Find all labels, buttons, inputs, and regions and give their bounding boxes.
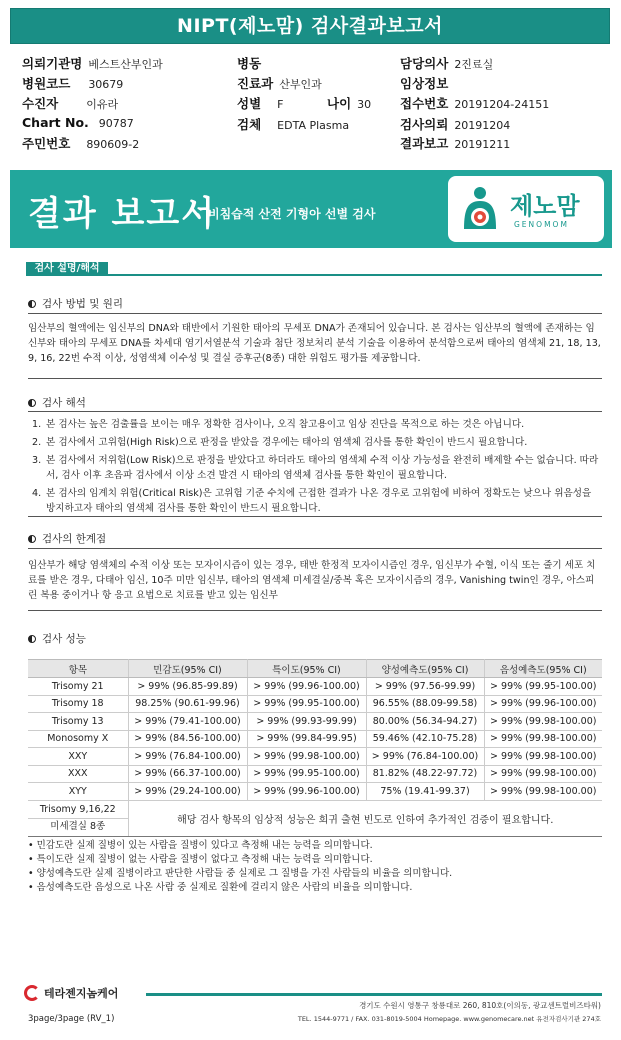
table-cell: > 99% (29.24-100.00) (128, 783, 247, 801)
table-row (28, 713, 602, 731)
limitations-title-text: 검사의 한계점 (42, 533, 107, 545)
table-cell: > 99% (99.95-100.00) (247, 765, 366, 783)
table-cell: 75% (19.41-99.37) (366, 783, 484, 801)
examinee-label: 수진자 (22, 96, 59, 111)
limitations-title (28, 531, 106, 546)
logo-name: 제노맘 (510, 192, 580, 220)
receipt-label: 접수번호 (400, 96, 449, 111)
method-body: 임산부의 혈액에는 임신부의 DNA와 태반에서 기원한 태아의 무세포 DNA가 존재되어 있습니다. 본 검사는 임산부의 혈액에 존재하는 임신부와 태아의 무세포 DNA를 차세대 염기서열분석 기술과 첨단 정보처리 분석 기술을 이용하여 분석함으로써 태아의 염색체 21, 18, 13, 9, 16, 22번 수적 이상, 성염색체 이수성 및 결실 증후군(8종) 대한 위험도 평가를 제공합니다. (28, 323, 601, 364)
age-label: 나이 (327, 96, 352, 111)
logo-sub: GENOMOM (514, 220, 569, 229)
dept-row (237, 74, 322, 92)
page-number: 3page/3page (RV_1) (28, 1014, 115, 1024)
table-cell: > 99% (99.93-99.99) (247, 713, 366, 731)
sex-row (237, 94, 283, 112)
table-cell: 98.25% (90.61-99.96) (128, 695, 247, 713)
table-row (28, 695, 602, 713)
definitions-notes (28, 839, 602, 895)
table-cell: > 99% (79.41-100.00) (128, 713, 247, 731)
note-line: • 민감도란 실제 질병이 있는 사람을 질병이 있다고 측정해 내는 능력을 의미합니다. (28, 840, 373, 851)
divider (28, 516, 602, 517)
list-item (32, 486, 602, 516)
table-cell: XXY (28, 748, 128, 766)
table-cell: 80.00% (56.34-94.27) (366, 713, 484, 731)
list-num: 3. (32, 455, 42, 466)
doctor-label: 담당의사 (400, 56, 449, 71)
divider (28, 548, 602, 549)
rrn-row (22, 134, 139, 152)
sex-value: F (277, 98, 284, 111)
table-cell: Monosomy X (28, 730, 128, 748)
performance-title (28, 631, 86, 646)
table-cell: > 99% (66.37-100.00) (128, 765, 247, 783)
row-label-top: Trisomy 9,16,22 (39, 803, 116, 815)
request-value: 20191204 (454, 119, 511, 132)
table-row (28, 765, 602, 783)
performance-table (28, 659, 602, 837)
table-cell: XYY (28, 783, 128, 801)
receipt-row (400, 94, 549, 112)
age-value: 30 (357, 98, 372, 111)
mother-child-icon (458, 185, 502, 233)
clinic-value: 베스트산부인과 (88, 58, 163, 71)
table-note-cell: 해당 검사 항목의 임상적 성능은 희귀 출현 빈도로 인하여 추가적인 검증이 필요합니다. (128, 800, 602, 836)
clinical-info-label: 임상정보 (400, 76, 449, 91)
table-cell: > 99% (97.56-99.99) (366, 678, 484, 696)
table-cell: > 99% (99.98-100.00) (484, 730, 602, 748)
doctor-value: 2진료실 (454, 58, 494, 71)
section-tab-band (26, 262, 602, 276)
divider (28, 378, 602, 379)
list-text: 본 검사에서 고위험(High Risk)으로 판정을 받았을 경우에는 태아의 염색체 검사를 통한 확인이 반드시 필요합니다. (46, 437, 528, 448)
clinic-label: 의뢰기관명 (22, 56, 83, 71)
list-text: 본 검사에서 저위험(Low Risk)으로 판정을 받았다고 하더라도 태아의 염색체 수적 이상 가능성을 완전히 배제할 수는 없습니다. 따라서, 검사 이후 초음파 검사에서 이상 소견 발견 시 태아의 염색체 검사를 통한 확인이 필요합니다. (46, 455, 599, 481)
col-header: 양성예측도(95% CI) (366, 660, 484, 678)
table-cell: > 99% (96.85-99.89) (128, 678, 247, 696)
list-item (32, 417, 602, 432)
limitations-body: 임산부가 해당 염색체의 수적 이상 또는 모자이시즘이 있는 경우, 태반 한정적 모자이시즘인 경우, 임신부가 수혈, 이식 또는 줄기 세포 치료를 받은 경우, 다태아 임신, 10주 미만 임신부, 태아의 염색체 미세결실/중복 혹은 모자이시즘의 경우, Vanishing twin인 경우, 아스피린 복용 중이거나 항 응고 요법으로 치료를 받고 있는 임신부 (28, 560, 596, 601)
specimen-value: EDTA Plasma (277, 119, 350, 132)
table-cell: Trisomy 21 (28, 678, 128, 696)
table-cell: > 99% (99.96-100.00) (247, 783, 366, 801)
report-date-label: 결과보고 (400, 136, 449, 151)
table-cell: > 99% (99.98-100.00) (484, 765, 602, 783)
table-header-row (28, 660, 602, 678)
table-cell: 59.46% (42.10-75.28) (366, 730, 484, 748)
table-cell: > 99% (99.96-100.00) (247, 678, 366, 696)
rrn-label: 주민번호 (22, 136, 71, 151)
table-cell: 96.55% (88.09-99.58) (366, 695, 484, 713)
hospital-code-row (22, 74, 123, 92)
list-num: 2. (32, 437, 42, 448)
method-title (28, 296, 123, 311)
table-cell: > 99% (76.84-100.00) (128, 748, 247, 766)
note-line: • 양성예측도란 실제 질병이라고 판단한 사람들 중 실제로 그 질병을 가진 사람들의 비율을 의미합니다. (28, 868, 453, 879)
col-header: 민감도(95% CI) (128, 660, 247, 678)
request-row (400, 115, 510, 133)
half-circle-icon (28, 300, 36, 308)
performance-title-text: 검사 성능 (42, 633, 86, 645)
rrn-value: 890609-2 (86, 138, 140, 151)
table-cell: > 99% (99.98-100.00) (484, 713, 602, 731)
report-title: NIPT(제노맘) 검사결과보고서 (10, 8, 610, 44)
doctor-row (400, 54, 493, 72)
table-cell: > 99% (99.84-99.95) (247, 730, 366, 748)
table-cell: > 99% (99.98-100.00) (484, 748, 602, 766)
examinee-value: 이유라 (86, 98, 119, 111)
interpretation-list (32, 417, 602, 516)
sex-label: 성별 (237, 96, 262, 111)
receipt-value: 20191204-24151 (454, 98, 550, 111)
table-cell: Trisomy 18 (28, 695, 128, 713)
table-cell: > 99% (99.98-100.00) (247, 748, 366, 766)
half-circle-icon (28, 635, 36, 643)
chart-label: Chart No. (22, 115, 89, 130)
table-cell: Trisomy 13 (28, 713, 128, 731)
footer-rule (146, 993, 602, 996)
table-row (28, 748, 602, 766)
divider (28, 313, 602, 314)
chart-value: 90787 (98, 117, 134, 130)
table-row (28, 730, 602, 748)
dept-value: 산부인과 (279, 78, 322, 91)
note-line: • 음성예측도란 음성으로 나온 사람 중 실제로 질환에 걸리지 않은 사람의 비율을 의미합니다. (28, 882, 413, 893)
list-text: 본 검사의 임계치 위험(Critical Risk)은 고위험 기준 수치에 근접한 결과가 나온 경우로 고위험에 비하여 정확도는 낮으나 위음성을 방지하고자 태아의 염색체 검사를 통한 확인이 반드시 필요합니다. (46, 488, 592, 514)
table-cell: XXX (28, 765, 128, 783)
genomom-logo (448, 176, 604, 242)
banner-subtitle: 비침습적 산전 기형아 선별 검사 (208, 207, 376, 221)
request-label: 검사의뢰 (400, 117, 449, 132)
row-label-bottom: 미세결실 8종 (28, 818, 128, 835)
company-name: 테라젠지놈케어 (44, 987, 119, 1000)
divider (28, 411, 602, 412)
list-text: 본 검사는 높은 검출률을 보이는 매우 정확한 검사이나, 오직 참고용이고 임상 진단을 목적으로 하는 것은 아닙니다. (46, 419, 525, 430)
table-cell: > 99% (99.95-100.00) (247, 695, 366, 713)
age-row (327, 94, 371, 112)
col-header: 음성예측도(95% CI) (484, 660, 602, 678)
col-header: 항목 (28, 660, 128, 678)
table-cell: > 99% (84.56-100.00) (128, 730, 247, 748)
hospital-code-value: 30679 (88, 78, 124, 91)
clinic-row (22, 54, 163, 72)
divider (28, 610, 602, 611)
ward-label: 병동 (237, 56, 262, 71)
list-item (32, 435, 602, 450)
examinee-row (22, 94, 118, 112)
ward-row (237, 54, 261, 72)
half-circle-icon (28, 399, 36, 407)
table-cell (28, 800, 128, 836)
report-date-row (400, 134, 510, 152)
table-row (28, 800, 602, 836)
banner-title: 결과 보고서 (28, 194, 217, 234)
report-date-value: 20191211 (454, 138, 511, 151)
dept-label: 진료과 (237, 76, 274, 91)
specimen-row (237, 115, 349, 133)
list-num: 4. (32, 488, 42, 499)
hospital-code-label: 병원코드 (22, 76, 71, 91)
table-cell: > 99% (99.98-100.00) (484, 783, 602, 801)
company-contact: TEL. 1544-9771 / FAX. 031-8019-5004 Homepage. www.genomecare.net 유전자검사기관 274호 (297, 1015, 601, 1023)
company-logo-icon (24, 985, 40, 1001)
interpretation-title (28, 395, 86, 410)
method-title-text: 검사 방법 및 원리 (42, 298, 124, 310)
chart-row (22, 115, 134, 133)
table-cell: > 99% (99.95-100.00) (484, 678, 602, 696)
list-num: 1. (32, 419, 42, 430)
company-logo (24, 985, 118, 1001)
clinical-info-row (400, 74, 448, 92)
result-banner (10, 170, 612, 248)
table-cell: > 99% (76.84-100.00) (366, 748, 484, 766)
table-cell: 81.82% (48.22-97.72) (366, 765, 484, 783)
specimen-label: 검체 (237, 117, 262, 132)
section-tab: 검사 설명/해석 (26, 262, 108, 276)
table-cell: > 99% (99.96-100.00) (484, 695, 602, 713)
col-header: 특이도(95% CI) (247, 660, 366, 678)
half-circle-icon (28, 535, 36, 543)
note-line: • 특이도란 실제 질병이 없는 사람을 질병이 없다고 측정해 내는 능력을 의미합니다. (28, 854, 373, 865)
table-row (28, 783, 602, 801)
list-item (32, 453, 602, 483)
company-address: 경기도 수원시 영통구 창룡대로 260, 810호(이의동, 광교센트럴비즈타워) (359, 1001, 601, 1010)
interpretation-title-text: 검사 해석 (42, 397, 86, 409)
table-row (28, 678, 602, 696)
